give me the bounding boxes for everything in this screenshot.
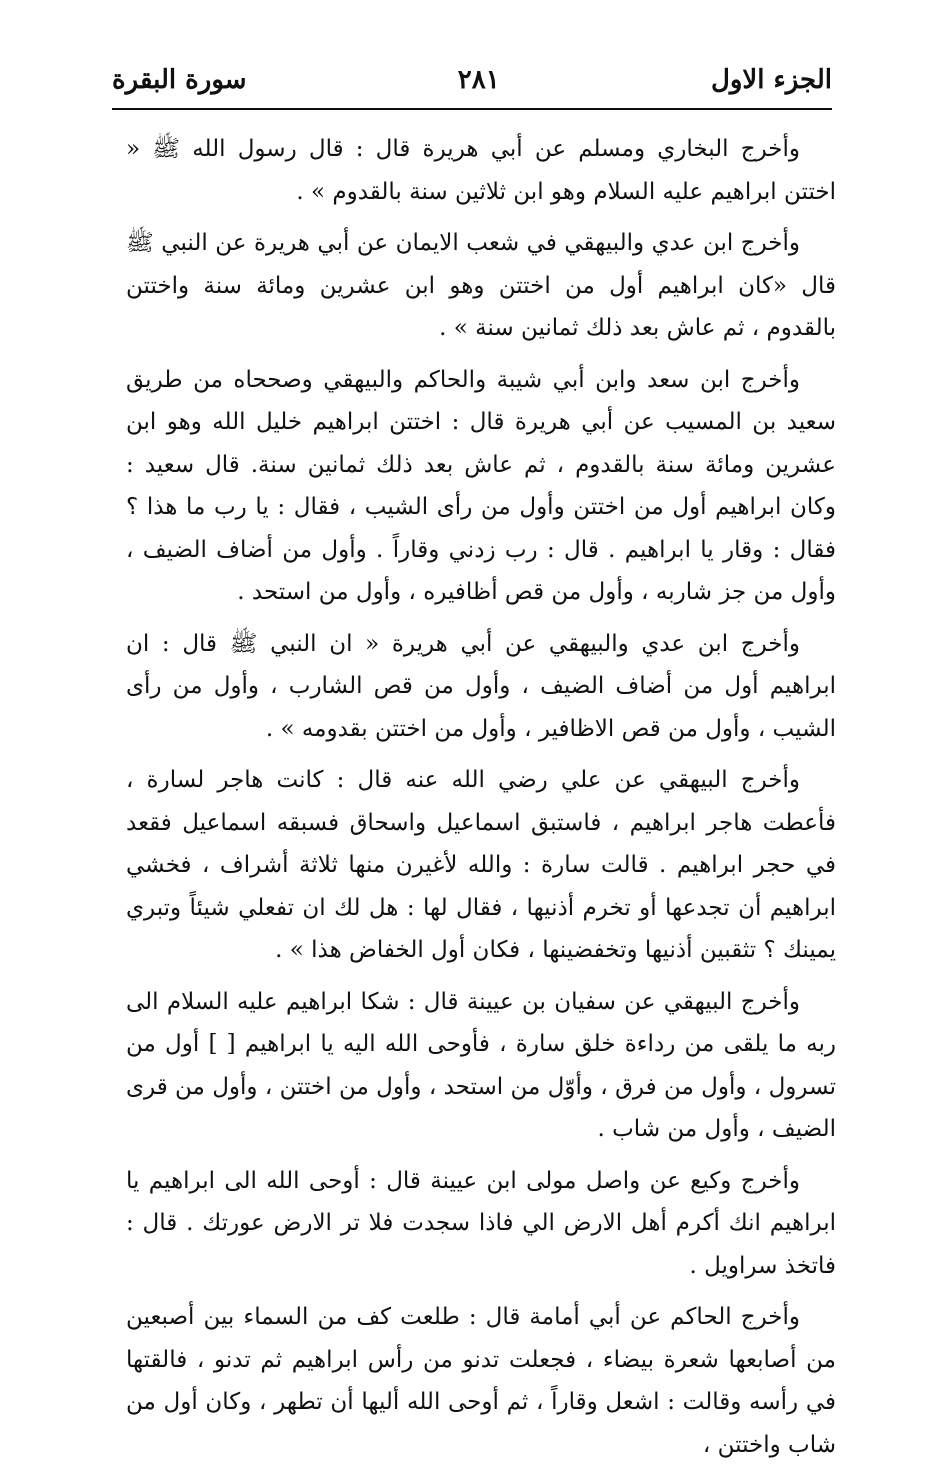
- surah-title: سورة البقرة: [112, 65, 247, 95]
- paragraph: وأخرج البيهقي عن علي رضي الله عنه قال : كانت هاجر لسارة ، فأعطت هاجر ابراهيم ، فاستبق اسماعيل واسحاق فسبقه اسماعيل فقعد في حجر ابراهيم . قالت سارة : والله لأغيرن منها ثلاثة أشراف ، فخشي ابراهيم أن تجدعها أو تخرم أذنيها ، فقال لها : هل لك ان تفعلي شيئاً وتبري يمينك ؟ تثقبين أذنيها وتخفضينها ، فكان أول الخفاض هذا » .: [126, 767, 836, 963]
- paragraph: وأخرج وكيع عن واصل مولى ابن عيينة قال : أوحى الله الى ابراهيم يا ابراهيم انك أكرم أهل الارض الي فاذا سجدت فلا تر الارض عورتك . قال : فاتخذ سراويل .: [126, 1167, 836, 1279]
- paragraph: وأخرج الحاكم عن أبي أمامة قال : طلعت كف من السماء بين أصبعين من أصابعها شعرة بيضاء ، فجعلت تدنو من رأس ابراهيم ثم تدنو ، فالقتها في رأسه وقالت : اشعل وقاراً ، ثم أوحى الله أليها أن تطهر ، وكان أول من شاب واختتن ،: [126, 1304, 836, 1458]
- paragraph: وأخرج ابن عدي والبيهقي عن أبي هريرة « ان النبي ﷺ قال : ان ابراهيم أول من أضاف الضيف ، وأول من قص الشارب ، وأول من رأى الشيب ، وأول من قص الاظافير ، وأول من اختتن بقدومه » .: [126, 630, 836, 742]
- page-number: ٢٨١: [457, 65, 500, 95]
- page-header: [112, 52, 832, 110]
- part-title: الجزء الاول: [710, 65, 832, 95]
- paragraph: وأخرج ابن عدي والبيهقي في شعب الايمان عن أبي هريرة عن النبي ﷺ قال «كان ابراهيم أول من اختتن وهو ابن عشرين ومائة سنة واختتن بالقدوم ، ثم عاش بعد ذلك ثمانين سنة » .: [126, 230, 836, 341]
- paragraph: وأخرج البيهقي عن سفيان بن عيينة قال : شكا ابراهيم عليه السلام الى ربه ما يلقى من رداءة خلق سارة ، فأوحى الله اليه يا ابراهيم [ ] أول من تسرول ، وأول من فرق ، وأوّل من استحد ، وأول من اختتن ، وأول من قرى الضيف ، وأول من شاب .: [126, 988, 836, 1142]
- paragraph: وأخرج البخاري ومسلم عن أبي هريرة قال : قال رسول الله ﷺ « اختتن ابراهيم عليه السلام وهو ابن ثلاثين سنة بالقدوم » .: [126, 136, 836, 205]
- page-body: [126, 128, 836, 1458]
- paragraph: وأخرج ابن سعد وابن أبي شيبة والحاكم والبيهقي وصححاه من طريق سعيد بن المسيب عن أبي هريرة قال : اختتن ابراهيم خليل الله وهو ابن عشرين ومائة سنة بالقدوم ، ثم عاش بعد ذلك ثمانين سنة. قال سعيد : وكان ابراهيم أول من اختتن وأول من رأى الشيب ، فقال : يا رب ما هذا ؟ فقال : وقار يا ابراهيم . قال : رب زدني وقاراً . وأول من أضاف الضيف ، وأول من جز شاربه ، وأول من قص أظافيره ، وأول من استحد .: [126, 366, 836, 605]
